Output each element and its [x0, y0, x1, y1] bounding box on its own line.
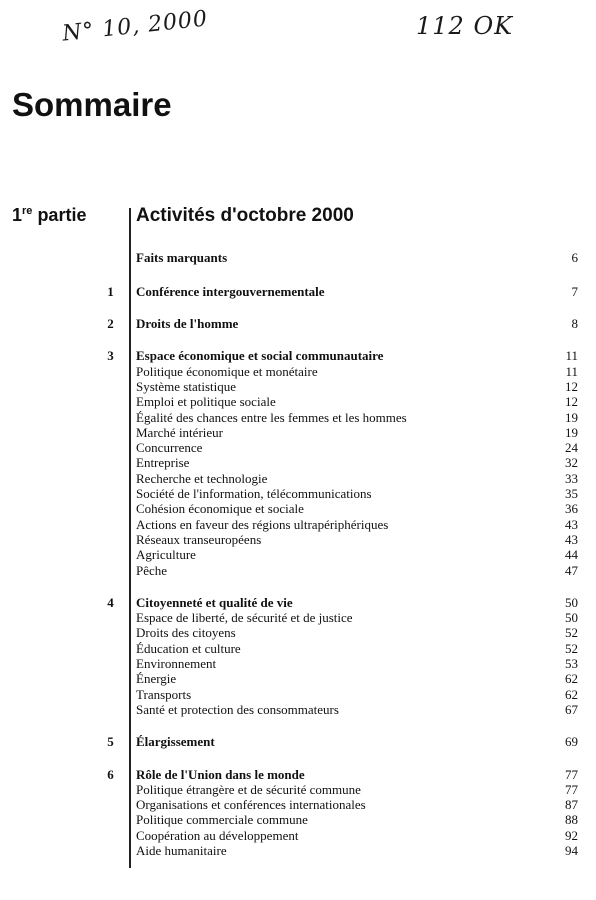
- section-title: Citoyenneté et qualité de vie: [136, 594, 293, 610]
- subsection-page: 47: [565, 562, 578, 578]
- subsection-label: Concurrence: [136, 440, 203, 456]
- toc-section: [100, 595, 578, 717]
- section-page: 7: [571, 283, 578, 299]
- subsection-page: 52: [565, 640, 578, 656]
- subsection-label: Marché intérieur: [136, 424, 223, 440]
- section-page: 8: [571, 316, 578, 332]
- section-page: 50: [565, 594, 578, 610]
- toc-section: [100, 316, 578, 331]
- subsection-label: Droits des citoyens: [136, 625, 236, 641]
- toc-section-row[interactable]: [100, 348, 578, 363]
- toc-section: [100, 284, 578, 299]
- toc-subsection-row[interactable]: [100, 425, 578, 440]
- handwritten-check-note: 112 OK: [416, 12, 514, 40]
- subsection-label: Réseaux transeuropéens: [136, 531, 262, 547]
- subsection-label: Organisations et conférences internationales: [136, 797, 366, 813]
- section-number: 5: [107, 734, 114, 750]
- subsection-label: Politique commerciale commune: [136, 812, 308, 828]
- handwritten-issue-note: N° 10, 2000: [61, 6, 210, 47]
- part-ordinal-suffix: re: [22, 205, 33, 217]
- toc-subsection-row[interactable]: [100, 797, 578, 812]
- subsection-page: 50: [565, 610, 578, 626]
- section-number: 2: [107, 316, 114, 332]
- subsection-label: Énergie: [136, 671, 177, 687]
- subsection-label: Aide humanitaire: [136, 843, 227, 858]
- toc-subsection-row[interactable]: [100, 563, 578, 578]
- toc-section-row[interactable]: [100, 767, 578, 782]
- subsection-label: Transports: [136, 686, 192, 702]
- toc-subsection-row[interactable]: [100, 394, 578, 409]
- subsection-page: 77: [565, 781, 578, 797]
- toc-subsection-row[interactable]: [100, 547, 578, 562]
- toc-subsection-row[interactable]: [100, 782, 578, 797]
- subsection-page: 24: [565, 440, 578, 456]
- toc-section-row[interactable]: [100, 250, 578, 265]
- subsection-label: Société de l'information, télécommunications: [136, 486, 372, 502]
- section-number: 6: [107, 766, 114, 782]
- toc-section: [100, 734, 578, 749]
- section-number: 4: [107, 594, 114, 610]
- table-of-contents: [100, 250, 578, 858]
- section-title: Conférence intergouvernementale: [136, 283, 325, 299]
- toc-section-row[interactable]: [100, 284, 578, 299]
- subsection-label: Égalité des chances entre les femmes et les hommes: [136, 409, 407, 425]
- section-title: Droits de l'homme: [136, 316, 239, 332]
- toc-subsection-row[interactable]: [100, 671, 578, 686]
- toc-subsection-row[interactable]: [100, 379, 578, 394]
- subsection-label: Pêche: [136, 562, 168, 578]
- section-number: 3: [107, 348, 114, 364]
- toc-subsection-row[interactable]: [100, 687, 578, 702]
- subsection-page: 52: [565, 625, 578, 641]
- toc-subsection-row[interactable]: [100, 440, 578, 455]
- subsection-page: 12: [565, 394, 578, 410]
- subsection-page: 43: [565, 516, 578, 532]
- toc-subsection-row[interactable]: [100, 486, 578, 501]
- subsection-page: 62: [565, 671, 578, 687]
- section-title: Espace économique et social communautaire: [136, 348, 384, 364]
- toc-subsection-row[interactable]: [100, 471, 578, 486]
- toc-section-row[interactable]: [100, 734, 578, 749]
- subsection-label: Emploi et politique sociale: [136, 394, 276, 410]
- subsection-label: Politique étrangère et de sécurité commune: [136, 781, 361, 797]
- section-title: Faits marquants: [136, 250, 228, 265]
- subsection-page: 92: [565, 827, 578, 843]
- subsection-page: 32: [565, 455, 578, 471]
- part-word: partie: [37, 205, 87, 225]
- subsection-page: 87: [565, 797, 578, 813]
- subsection-page: 19: [565, 424, 578, 440]
- toc-subsection-row[interactable]: [100, 656, 578, 671]
- subsection-label: Environnement: [136, 656, 217, 672]
- part-title: Activités d'octobre 2000: [136, 205, 354, 226]
- subsection-label: Actions en faveur des régions ultrapériphériques: [136, 516, 389, 532]
- subsection-label: Agriculture: [136, 547, 196, 563]
- page-title: Sommaire: [12, 86, 172, 123]
- subsection-label: Coopération au développement: [136, 827, 299, 843]
- toc-subsection-row[interactable]: [100, 702, 578, 717]
- toc-subsection-row[interactable]: [100, 812, 578, 827]
- toc-subsection-row[interactable]: [100, 625, 578, 640]
- section-page: 69: [565, 734, 578, 750]
- toc-subsection-row[interactable]: [100, 364, 578, 379]
- subsection-page: 53: [565, 656, 578, 672]
- section-title: Rôle de l'Union dans le monde: [136, 766, 305, 782]
- part-number: 1: [12, 205, 23, 225]
- subsection-label: Éducation et culture: [136, 640, 241, 656]
- part-label: [12, 205, 86, 226]
- section-page: 77: [565, 766, 578, 782]
- toc-subsection-row[interactable]: [100, 455, 578, 470]
- subsection-label: Santé et protection des consommateurs: [136, 701, 339, 717]
- subsection-page: 43: [565, 531, 578, 547]
- section-title: Élargissement: [136, 734, 215, 750]
- subsection-label: Cohésion économique et sociale: [136, 501, 304, 517]
- toc-subsection-row[interactable]: [100, 828, 578, 843]
- section-page: 6: [571, 250, 578, 265]
- toc-section: [100, 348, 578, 577]
- toc-section: [100, 250, 578, 265]
- subsection-label: Système statistique: [136, 378, 237, 394]
- toc-section-row[interactable]: [100, 595, 578, 610]
- subsection-page: 36: [565, 501, 578, 517]
- toc-subsection-row[interactable]: [100, 410, 578, 425]
- subsection-page: 94: [565, 843, 578, 858]
- toc-subsection-row[interactable]: [100, 610, 578, 625]
- toc-subsection-row[interactable]: [100, 843, 578, 858]
- toc-subsection-row[interactable]: [100, 532, 578, 547]
- subsection-page: 19: [565, 409, 578, 425]
- subsection-label: Politique économique et monétaire: [136, 363, 318, 379]
- subsection-page: 44: [565, 547, 578, 563]
- subsection-page: 67: [565, 701, 578, 717]
- section-number: 1: [107, 283, 114, 299]
- subsection-label: Espace de liberté, de sécurité et de justice: [136, 610, 353, 626]
- toc-section-row[interactable]: [100, 316, 578, 331]
- toc-section: [100, 767, 578, 859]
- toc-subsection-row[interactable]: [100, 517, 578, 532]
- subsection-label: Entreprise: [136, 455, 190, 471]
- subsection-label: Recherche et technologie: [136, 470, 268, 486]
- subsection-page: 33: [565, 470, 578, 486]
- subsection-page: 35: [565, 486, 578, 502]
- subsection-page: 88: [565, 812, 578, 828]
- toc-subsection-row[interactable]: [100, 641, 578, 656]
- toc-subsection-row[interactable]: [100, 501, 578, 516]
- subsection-page: 11: [565, 363, 578, 379]
- section-page: 11: [565, 348, 578, 364]
- subsection-page: 12: [565, 378, 578, 394]
- subsection-page: 62: [565, 686, 578, 702]
